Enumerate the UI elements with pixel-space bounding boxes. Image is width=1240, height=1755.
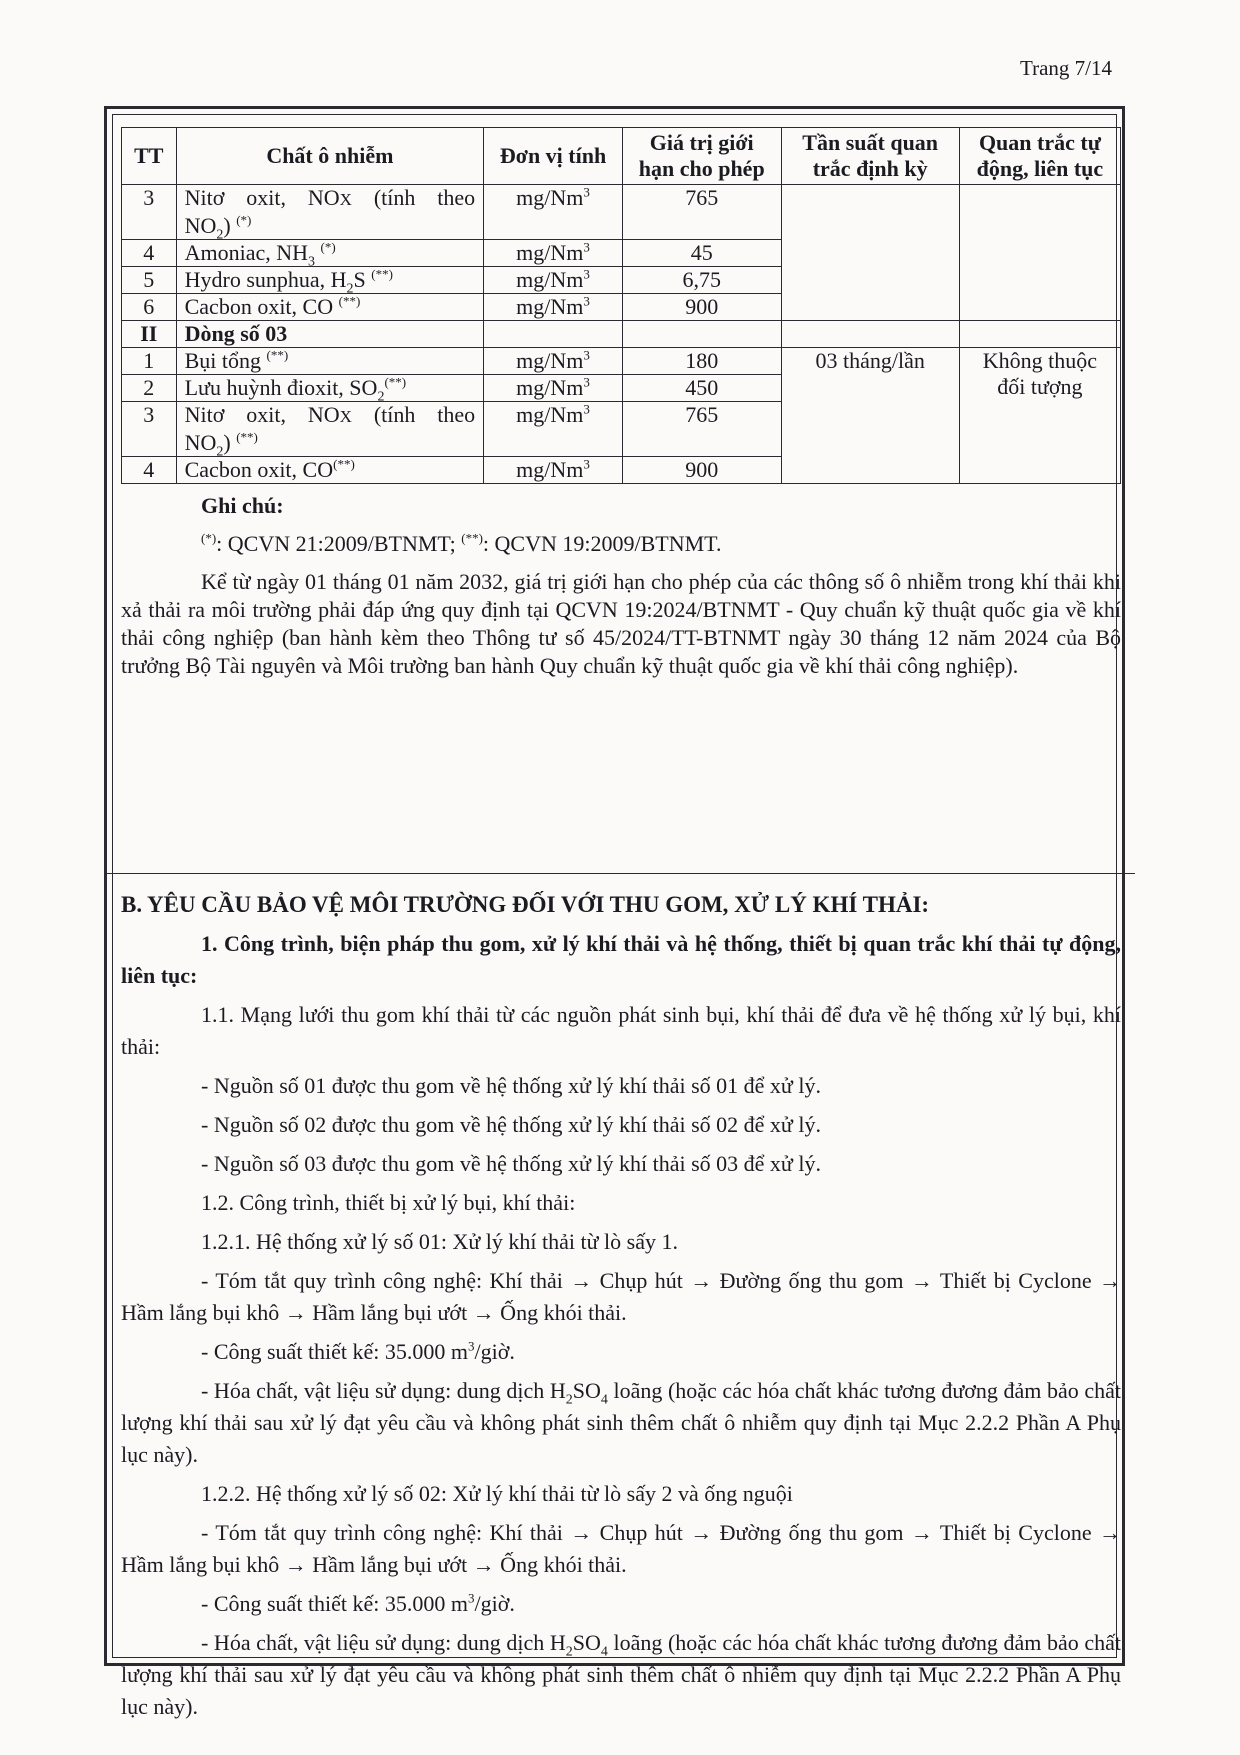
cell-pollutant: Amoniac, $NH_3$ (*) [176, 240, 484, 267]
header-limit: Giá trị giới hạn cho phép [622, 128, 781, 185]
notes-block [121, 492, 1121, 680]
paragraph-1-2-2: 1.2.2. Hệ thống xử lý số 02: Xử lý khí thải từ lò sấy 2 và ống nguội [201, 1481, 793, 1506]
cell-unit: mg/Nm$^3$ [484, 240, 623, 267]
paragraph-1-2-1: 1.2.1. Hệ thống xử lý số 01: Xử lý khí thải từ lò sấy 1. [201, 1229, 678, 1254]
cell-unit: mg/Nm$^3$ [484, 375, 623, 402]
cell-limit: 900 [622, 457, 781, 484]
cell-pollutant [176, 185, 484, 243]
ref-mark: (*) [320, 239, 336, 255]
source-3: - Nguồn số 03 được thu gom về hệ thống xử lý khí thải số 03 để xử lý. [201, 1151, 821, 1176]
cell-limit: 180 [622, 348, 781, 375]
page-content [121, 127, 1121, 1719]
cell-frequency [781, 321, 959, 348]
ref-mark: (**) [236, 429, 258, 445]
cell-limit: 900 [622, 294, 781, 321]
header-tt: TT [122, 128, 177, 185]
notes-paragraph: Kể từ ngày 01 tháng 01 năm 2032, giá trị giới hạn cho phép của các thông số ô nhiễm trong khí thải khi xả thải ra môi trường phải đáp ứng quy định tại QCVN 19:2024/BTNMT - Quy chuẩn kỹ thuật quốc gia về khí thải công nghiệp (ban hành kèm theo Thông tư số 45/2024/TT-BTNMT ngày 30 tháng 12 năm 2024 của Bộ trưởng Bộ Tài nguyên và Môi trường ban hành Quy chuẩn kỹ thuật quốc gia về khí thải công nghiệp). [121, 569, 1121, 678]
process-1: - Tóm tắt quy trình công nghệ: Khí thải → Chụp hút → Đường ống thu gom → Thiết bị Cyclone → Hầm lắng bụi khô → Hầm lắng bụi ướt → Ống khói thải. [121, 1268, 1121, 1325]
capacity-1 [121, 1336, 1121, 1368]
section-b [121, 889, 1121, 1730]
pollutant-text-line2: $NO_2$) [184, 213, 231, 243]
cell-limit: 45 [622, 240, 781, 267]
cell-pollutant: Bụi tổng (**) [176, 348, 484, 375]
cell-tt: 3 [122, 185, 177, 240]
pollutant-text-line2: $NO_2$) [184, 430, 231, 460]
cell-pollutant: Cacbon oxit, CO(**) [176, 457, 484, 484]
ref-mark: (**) [338, 293, 361, 309]
page-number: Trang 7/14 [1020, 56, 1112, 80]
header-pollutant: Chất ô nhiễm [176, 128, 484, 185]
ref-star: (*) [201, 530, 217, 546]
cell-tt: 2 [122, 375, 177, 402]
heading-1: 1. Công trình, biện pháp thu gom, xử lý khí thải và hệ thống, thiết bị quan trắc khí thải tự động, liên tục: [121, 931, 1121, 988]
cell-limit: 765 [622, 402, 781, 457]
cell-tt: 3 [122, 402, 177, 457]
ref-mark: (*) [236, 212, 252, 228]
section-b-title: B. YÊU CẦU BẢO VỆ MÔI TRƯỜNG ĐỐI VỚI THU GOM, XỬ LÝ KHÍ THẢI: [121, 892, 930, 917]
cell-auto [959, 321, 1120, 348]
ref-mark: (**) [266, 347, 289, 363]
capacity-1-sup: 3 [468, 1338, 475, 1354]
capacity-1-text: - Công suất thiết kế: 35.000 m [201, 1339, 469, 1364]
paragraph-1-1: 1.1. Mạng lưới thu gom khí thải từ các nguồn phát sinh bụi, khí thải để đưa về hệ thống xử lý bụi, khí thải: [121, 1002, 1121, 1059]
capacity-2-text: - Công suất thiết kế: 35.000 m [201, 1591, 469, 1616]
header-frequency: Tần suất quan trắc định kỳ [781, 128, 959, 185]
cell-pollutant: Lưu huỳnh đioxit, $SO_2^{(**)}$ [176, 375, 484, 402]
capacity-1-unit: /giờ. [474, 1339, 515, 1364]
process-2: - Tóm tắt quy trình công nghệ: Khí thải → Chụp hút → Đường ống thu gom → Thiết bị Cyclone → Hầm lắng bụi khô → Hầm lắng bụi ướt → Ống khói thải. [121, 1520, 1121, 1577]
cell-frequency-ii: 03 tháng/lần [781, 348, 959, 484]
chem-2-rest: loãng (hoặc các hóa chất khác tương đương đảm bảo chất lượng khí thải sau xử lý đạt yêu cầu và không phát sinh thêm chất ô nhiễm quy định tại Mục 2.2.2 Phần A Phụ lục này). [121, 1630, 1121, 1719]
cell-limit: 6,75 [622, 267, 781, 294]
cell-unit: mg/Nm$^3$ [484, 267, 623, 294]
header-auto: Quan trắc tự động, liên tục [959, 128, 1120, 185]
cell-unit: mg/Nm$^3$ [484, 185, 623, 240]
section-title: Dòng số 03 [176, 321, 484, 348]
source-1: - Nguồn số 01 được thu gom về hệ thống xử lý khí thải số 01 để xử lý. [201, 1073, 821, 1098]
cell-tt: 5 [122, 267, 177, 294]
notes-heading: Ghi chú: [201, 493, 284, 518]
chem-1-mid: SO [572, 1378, 601, 1403]
cell-unit: mg/Nm$^3$ [484, 402, 623, 457]
cell-pollutant: Cacbon oxit, CO (**) [176, 294, 484, 321]
chem-2-sub2: 4 [600, 1644, 608, 1660]
cell-unit [484, 321, 623, 348]
chem-2-text: - Hóa chất, vật liệu sử dụng: dung dịch H [201, 1630, 566, 1655]
cell-limit: 765 [622, 185, 781, 240]
ref-mark: (**) [333, 456, 355, 472]
ref-mark: (**) [371, 266, 393, 282]
pollutant-text-line1: Nitơ oxit, NOX (tính theo [184, 402, 476, 427]
ref-dstar-text: : QCVN 19:2009/BTNMT. [482, 531, 722, 556]
ref-mark: (**) [384, 374, 407, 390]
chem-2-mid: SO [572, 1630, 601, 1655]
chem-2-sub1: 2 [565, 1644, 573, 1660]
cell-unit: mg/Nm$^3$ [484, 294, 623, 321]
cell-tt: 4 [122, 240, 177, 267]
header-unit: Đơn vị tính [484, 128, 623, 185]
chem-1-text: - Hóa chất, vật liệu sử dụng: dung dịch H [201, 1378, 566, 1403]
section-divider [107, 873, 1135, 874]
cell-limit [622, 321, 781, 348]
source-2: - Nguồn số 02 được thu gom về hệ thống xử lý khí thải số 02 để xử lý. [201, 1112, 821, 1137]
cell-unit: mg/Nm$^3$ [484, 348, 623, 375]
table-row [122, 348, 1121, 375]
cell-frequency-i [781, 185, 959, 321]
table-row [122, 185, 1121, 240]
paragraph-1-2: 1.2. Công trình, thiết bị xử lý bụi, khí thải: [201, 1190, 576, 1215]
cell-pollutant: Hydro sunphua, $H_2S$ (**) [176, 267, 484, 294]
ref-dstar: (**) [461, 530, 483, 546]
chemicals-1 [121, 1375, 1121, 1471]
cell-pollutant [176, 402, 484, 460]
chem-1-rest: loãng (hoặc các hóa chất khác tương đương đảm bảo chất lượng khí thải sau xử lý đạt yêu cầu và không phát sinh thêm chất ô nhiễm quy định tại Mục 2.2.2 Phần A Phụ lục này). [121, 1378, 1121, 1467]
section-tt: II [122, 321, 177, 348]
pollutant-text-line1: Nitơ oxit, NOX (tính theo [184, 185, 476, 210]
notes-references [121, 530, 1121, 558]
table-section-row [122, 321, 1121, 348]
capacity-2 [121, 1588, 1121, 1620]
capacity-2-sup: 3 [468, 1590, 475, 1606]
capacity-2-unit: /giờ. [474, 1591, 515, 1616]
emission-limits-table [121, 127, 1121, 484]
chem-1-sub2: 4 [600, 1392, 608, 1408]
cell-tt: 4 [122, 457, 177, 484]
table-header-row [122, 128, 1121, 185]
cell-tt: 6 [122, 294, 177, 321]
chemicals-2 [121, 1627, 1121, 1723]
ref-star-text: : QCVN 21:2009/BTNMT; [216, 531, 462, 556]
page-frame [104, 106, 1125, 1719]
cell-limit: 450 [622, 375, 781, 402]
cell-unit: mg/Nm$^3$ [484, 457, 623, 484]
cell-auto-i [959, 185, 1120, 321]
cell-tt: 1 [122, 348, 177, 375]
cell-auto-ii: Không thuộc đối tượng [959, 348, 1120, 484]
chem-1-sub1: 2 [565, 1392, 573, 1408]
